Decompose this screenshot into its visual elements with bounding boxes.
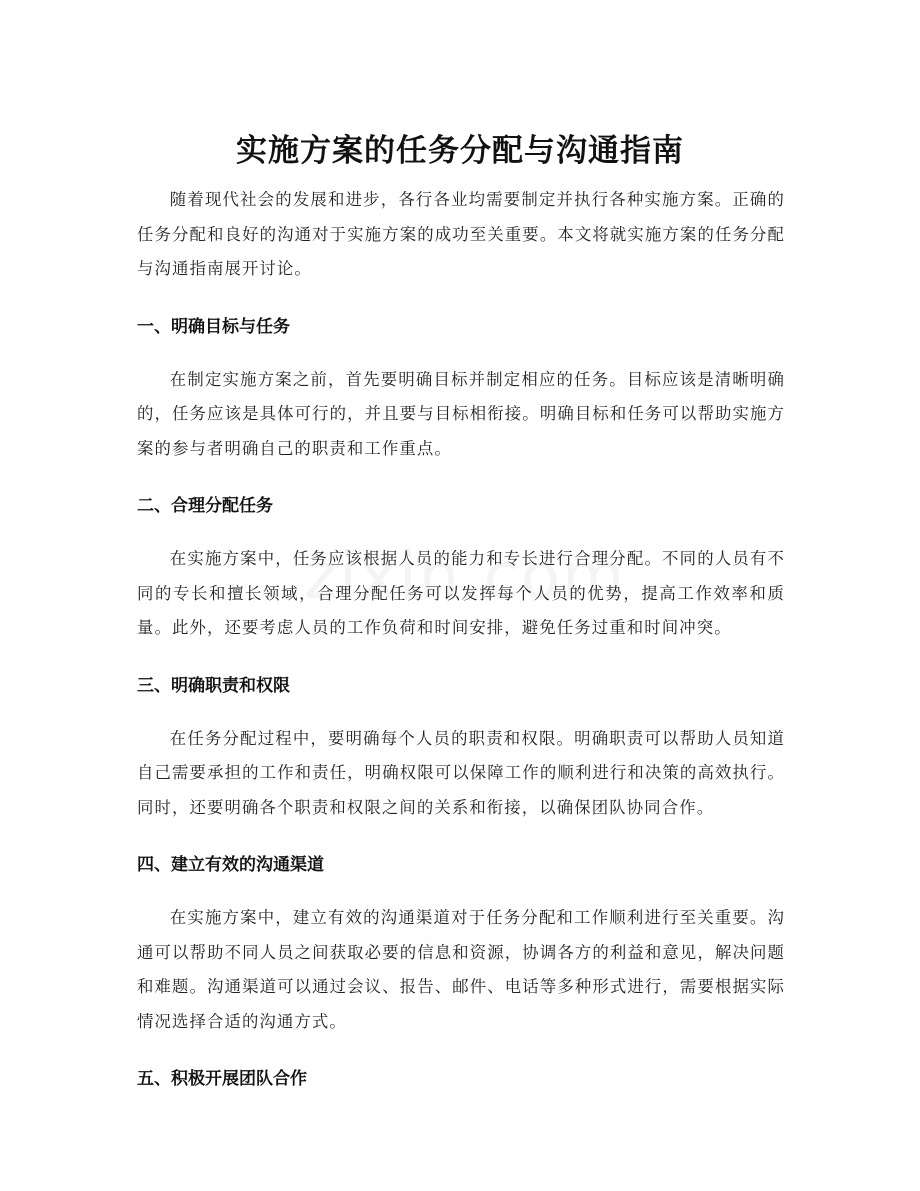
intro-paragraph: 随着现代社会的发展和进步，各行各业均需要制定并执行各种实施方案。正确的任务分配和良好的沟通对于实施方案的成功至关重要。本文将就实施方案的任务分配与沟通指南展开讨论。 — [137, 190, 785, 278]
section-heading-1: 一、明确目标与任务 — [137, 316, 290, 337]
section-paragraph-2: 在实施方案中，任务应该根据人员的能力和专长进行合理分配。不同的人员有不同的专长和擅长领域，合理分配任务可以发挥每个人员的优势，提高工作效率和质量。此外，还要考虑人员的工作负荷和时间安排，避免任务过重和时间冲突。 — [137, 549, 785, 637]
section-paragraph-1: 在制定实施方案之前，首先要明确目标并制定相应的任务。目标应该是清晰明确的，任务应该是具体可行的，并且要与目标相衔接。明确目标和任务可以帮助实施方案的参与者明确自己的职责和工作重点。 — [137, 369, 785, 458]
section-heading-4: 四、建立有效的沟通渠道 — [137, 855, 324, 875]
section-heading-5: 五、积极开展团队合作 — [137, 1069, 307, 1089]
section-paragraph-3: 在任务分配过程中，要明确每个人员的职责和权限。明确职责可以帮助人员知道自己需要承担的工作和责任，明确权限可以保障工作的顺利进行和决策的高效执行。同时，还要明确各个职责和权限之间的关系和衔接，以确保团队协同合作。 — [137, 728, 785, 817]
section-paragraph-4: 在实施方案中，建立有效的沟通渠道对于任务分配和工作顺利进行至关重要。沟通可以帮助不同人员之间获取必要的信息和资源，协调各方的利益和意见，解决问题和难题。沟通渠道可以通过会议、报告、邮件、电话等多种形式进行，需要根据实际情况选择合适的沟通方式。 — [137, 908, 785, 1031]
section-heading-2: 二、合理分配任务 — [137, 496, 273, 516]
section-heading-3: 三、明确职责和权限 — [137, 675, 290, 696]
page-title: 实施方案的任务分配与沟通指南 — [236, 132, 684, 169]
document-body — [137, 183, 785, 1096]
